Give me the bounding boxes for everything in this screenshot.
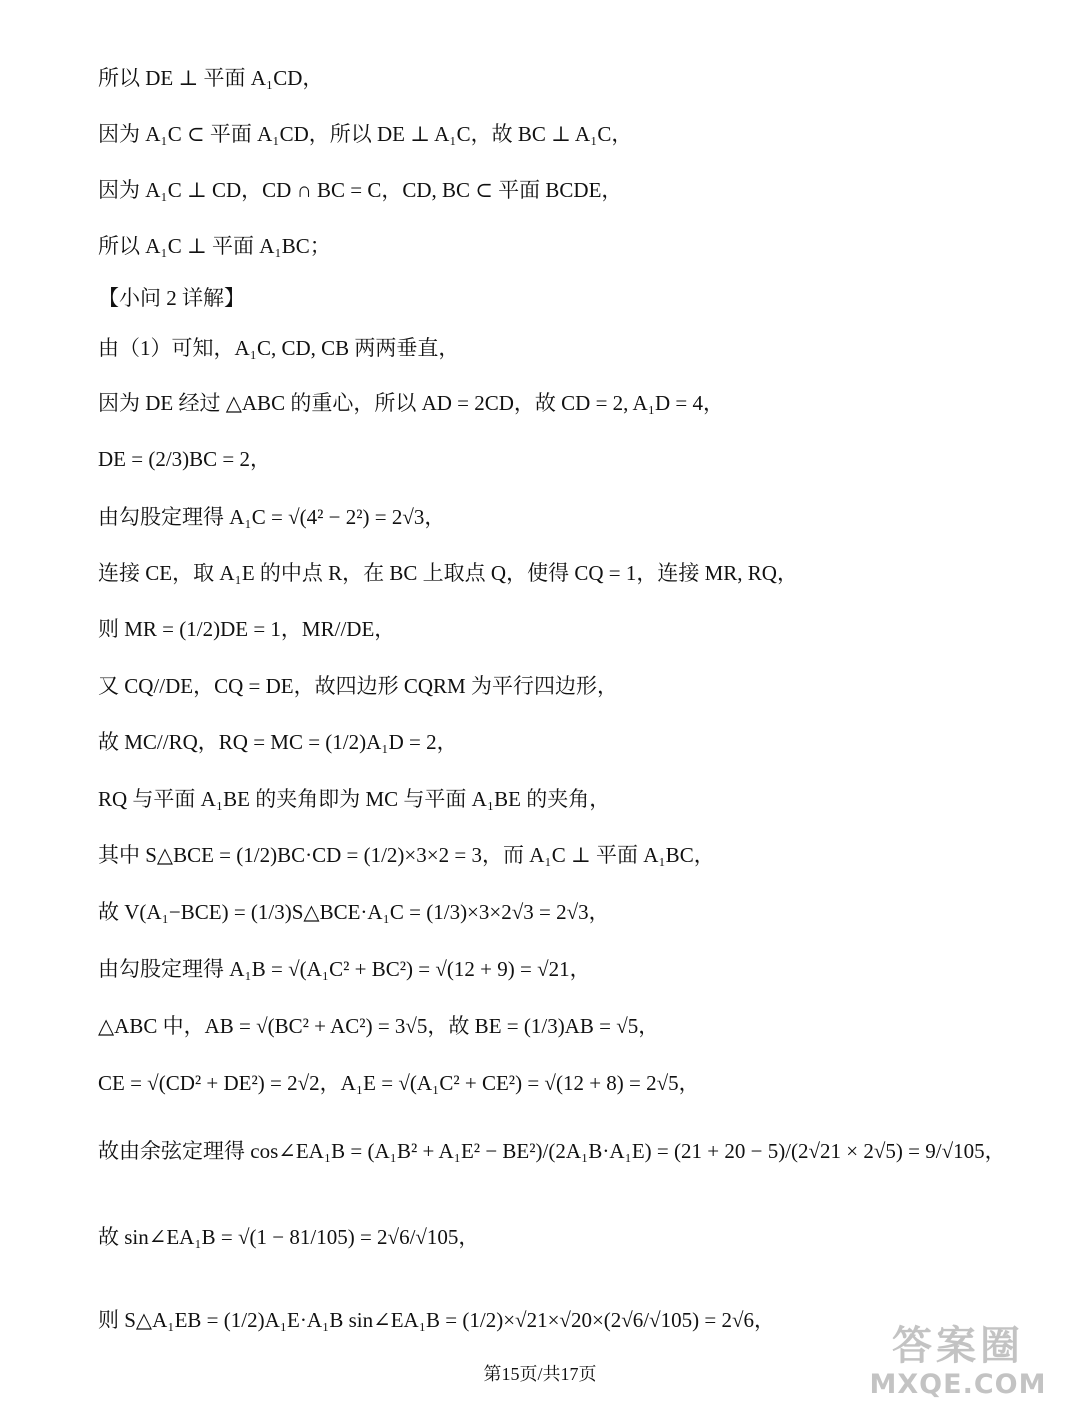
text-line: 所以 DE ⊥ 平面 A₁CD，: [98, 66, 324, 90]
text-line: 又 CQ//DE，CQ = DE，故四边形 CQRM 为平行四边形，: [98, 674, 618, 698]
watermark-cn: 答案圈: [892, 1323, 1024, 1369]
equation-line: 故由余弦定理得 cos∠EA₁B = (A₁B² + A₁E² − BE²)/(2A₁B·A₁E) = (21 + 20 − 5)/(2√21 × 2√5) = 9/√105，: [98, 1139, 1006, 1163]
equation-line: 其中 S△BCE = (1/2)BC·CD = (1/2)×3×2 = 3，而 A₁C ⊥ 平面 A₁BC，: [98, 843, 715, 867]
watermark-en: MXQE.COM: [869, 1369, 1047, 1400]
text-line: 因为 A₁C ⊥ CD，CD ∩ BC = C，CD, BC ⊂ 平面 BCDE，: [98, 178, 623, 202]
section-heading: 【小问 2 详解】: [98, 286, 245, 310]
equation-line: DE = (2/3)BC = 2，: [98, 447, 272, 471]
equation-line: 则 S△A₁EB = (1/2)A₁E·A₁B sin∠EA₁B = (1/2)×√21×√20×(2√6/√105) = 2√6，: [98, 1308, 776, 1332]
text-line: RQ 与平面 A₁BE 的夹角即为 MC 与平面 A₁BE 的夹角，: [98, 787, 611, 811]
equation-line: 故 sin∠EA₁B = √(1 − 81/105) = 2√6/√105，: [98, 1225, 480, 1249]
page-number-footer: 第15页/共17页: [483, 1364, 597, 1384]
equation-line: 故 V(A₁−BCE) = (1/3)S△BCE·A₁C = (1/3)×3×2√3 = 2√3，: [98, 900, 610, 924]
watermark-logo: [858, 1322, 1058, 1408]
text-line: 由（1）可知，A₁C, CD, CB 两两垂直，: [98, 336, 460, 360]
equation-line: 故 MC//RQ，RQ = MC = (1/2)A₁D = 2，: [98, 730, 458, 754]
equation-line: △ABC 中，AB = √(BC² + AC²) = 3√5，故 BE = (1/3)AB = √5，: [98, 1014, 660, 1038]
text-line: 因为 DE 经过 △ABC 的重心，所以 AD = 2CD，故 CD = 2, A₁D = 4，: [98, 391, 725, 415]
text-line: 因为 A₁C ⊂ 平面 A₁CD，所以 DE ⊥ A₁C，故 BC ⊥ A₁C，: [98, 122, 633, 146]
text-line: 所以 A₁C ⊥ 平面 A₁BC；: [98, 234, 331, 258]
text-line: 连接 CE，取 A₁E 的中点 R，在 BC 上取点 Q，使得 CQ = 1，连接 MR, RQ，: [98, 561, 798, 585]
equation-line: 则 MR = (1/2)DE = 1，MR//DE，: [98, 617, 396, 641]
equation-line: CE = √(CD² + DE²) = 2√2，A₁E = √(A₁C² + CE²) = √(12 + 8) = 2√5，: [98, 1071, 700, 1095]
equation-line: 由勾股定理得 A₁B = √(A₁C² + BC²) = √(12 + 9) = √21，: [98, 957, 591, 981]
text-line: 由勾股定理得 A₁C = √(4² − 2²) = 2√3，: [98, 505, 446, 529]
